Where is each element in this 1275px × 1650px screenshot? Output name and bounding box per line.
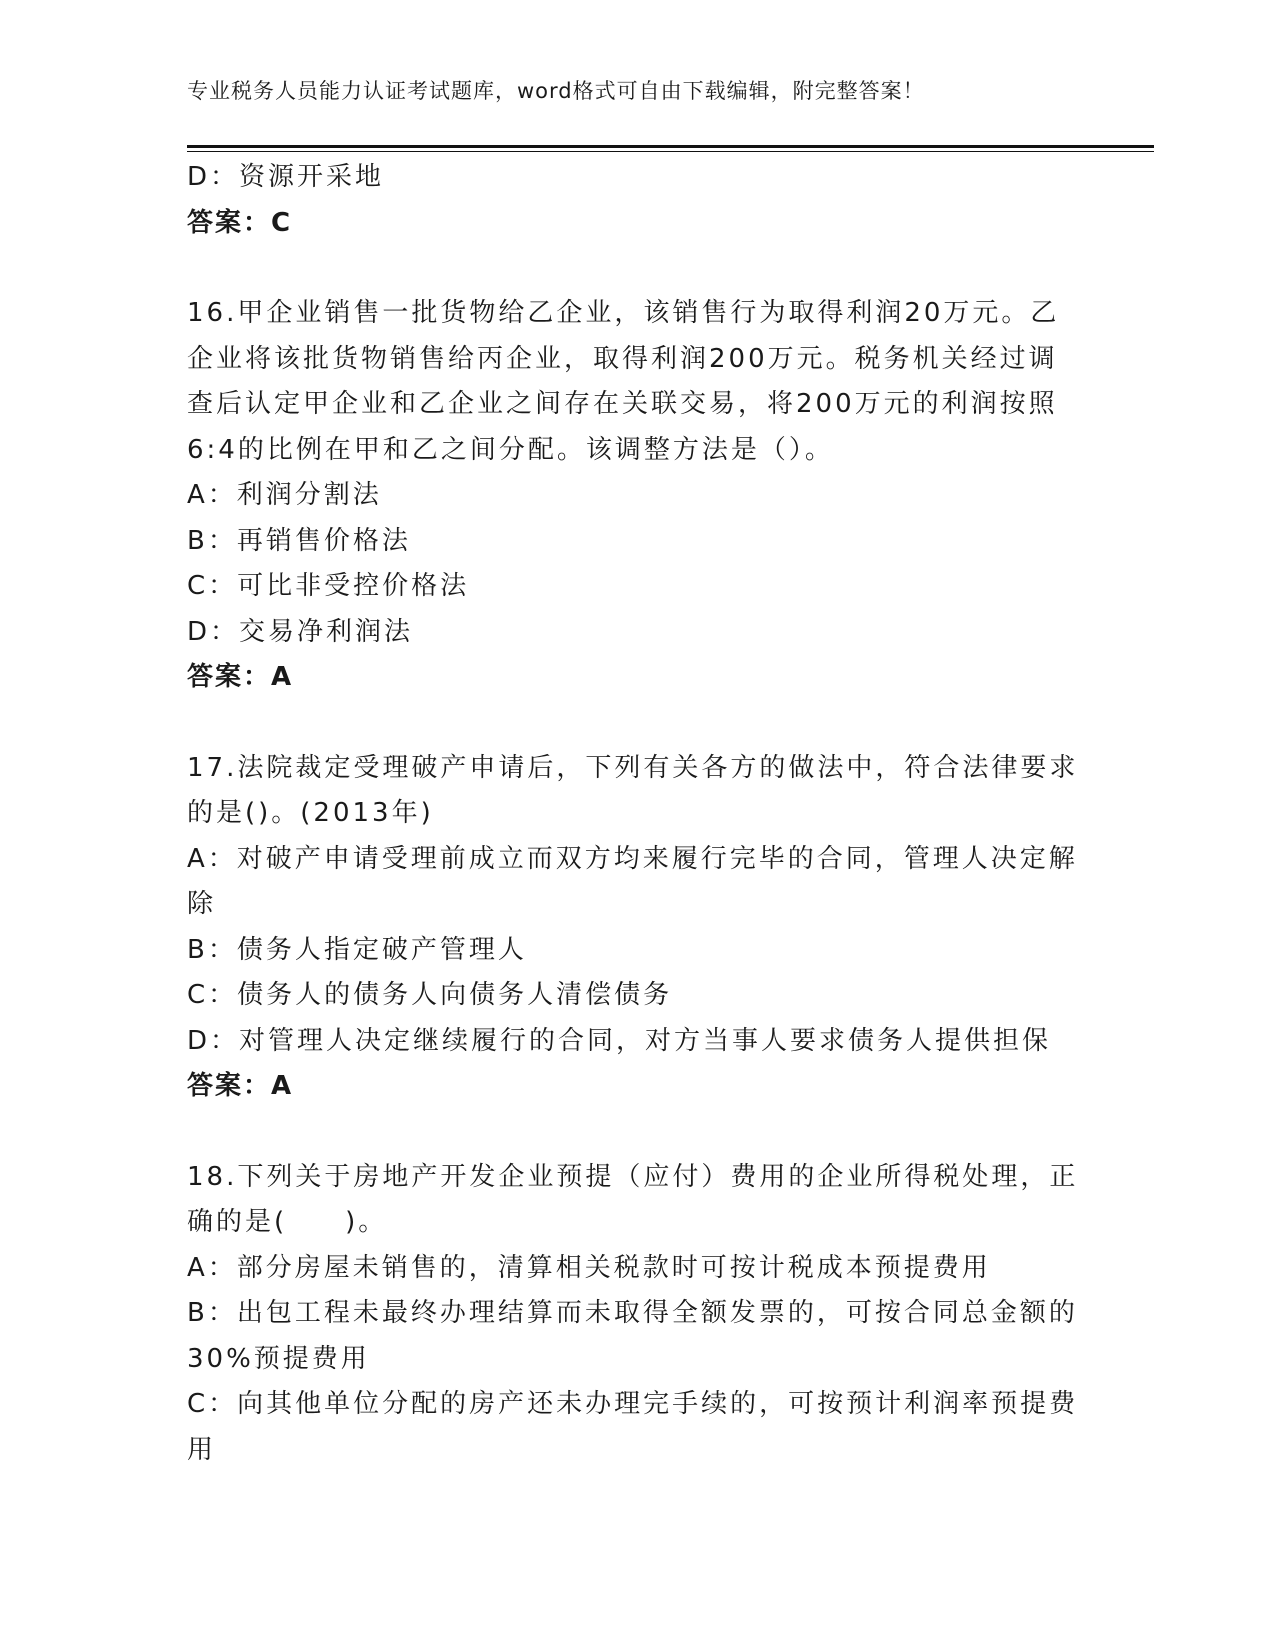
q17-option-b: B：债务人指定破产管理人 (187, 934, 527, 965)
q17-answer: 答案：A (187, 1071, 294, 1101)
q16-option-b: B：再销售价格法 (187, 525, 411, 556)
page-header: 专业税务人员能力认证考试题库，word格式可自由下载编辑，附完整答案！ (187, 79, 925, 103)
q16-stem-line: 企业将该批货物销售给丙企业，取得利润200万元。税务机关经过调 (187, 343, 1058, 374)
q16-stem-line: 查后认定甲企业和乙企业之间存在关联交易，将200万元的利润按照 (187, 389, 1058, 419)
q18-option-b: B：出包工程未最终办理结算而未取得全额发票的，可按合同总金额的 (187, 1298, 1078, 1328)
q17-option-c: C：债务人的债务人向债务人清偿债务 (187, 980, 673, 1010)
q16-option-d: D：交易净利润法 (187, 616, 414, 647)
q17-option-a-cont: 除 (187, 889, 217, 919)
question-spacer (187, 1110, 1077, 1155)
q17-stem-line: 的是()。(2013年) (187, 798, 434, 828)
question-spacer (187, 701, 1077, 746)
q18-option-b-cont: 30%预提费用 (187, 1343, 370, 1374)
q15-option-d: D：资源开采地 (187, 162, 385, 192)
q18-option-a: A：部分房屋未销售的，清算相关税款时可按计税成本预提费用 (187, 1252, 991, 1283)
q16-stem-line: 6:4的比例在甲和乙之间分配。该调整方法是（）。 (187, 434, 834, 465)
q18-option-c-cont: 用 (187, 1434, 217, 1465)
header-rule-thin (187, 151, 1154, 152)
q16-answer: 答案：A (187, 662, 294, 692)
q17-option-a: A：对破产申请受理前成立而双方均来履行完毕的合同，管理人决定解 (187, 843, 1078, 874)
q16-stem-line: 16.甲企业销售一批货物给乙企业，该销售行为取得利润20万元。乙 (187, 298, 1060, 328)
q18-stem-line: 确的是( )。 (187, 1207, 388, 1237)
question-spacer (187, 246, 1077, 291)
header-rule-thick (187, 145, 1154, 148)
q15-answer: 答案：C (187, 207, 293, 238)
q16-option-a: A：利润分割法 (187, 480, 382, 510)
q18-option-c: C：向其他单位分配的房产还未办理完手续的，可按预计利润率预提费 (187, 1389, 1079, 1419)
q18-stem-line: 18.下列关于房地产开发企业预提（应付）费用的企业所得税处理，正 (187, 1161, 1079, 1192)
q17-option-d: D：对管理人决定继续履行的合同，对方当事人要求债务人提供担保 (187, 1025, 1052, 1056)
q17-stem-line: 17.法院裁定受理破产申请后，下列有关各方的做法中，符合法律要求 (187, 752, 1079, 783)
document-body (187, 155, 1077, 1473)
q16-option-c: C：可比非受控价格法 (187, 571, 470, 601)
